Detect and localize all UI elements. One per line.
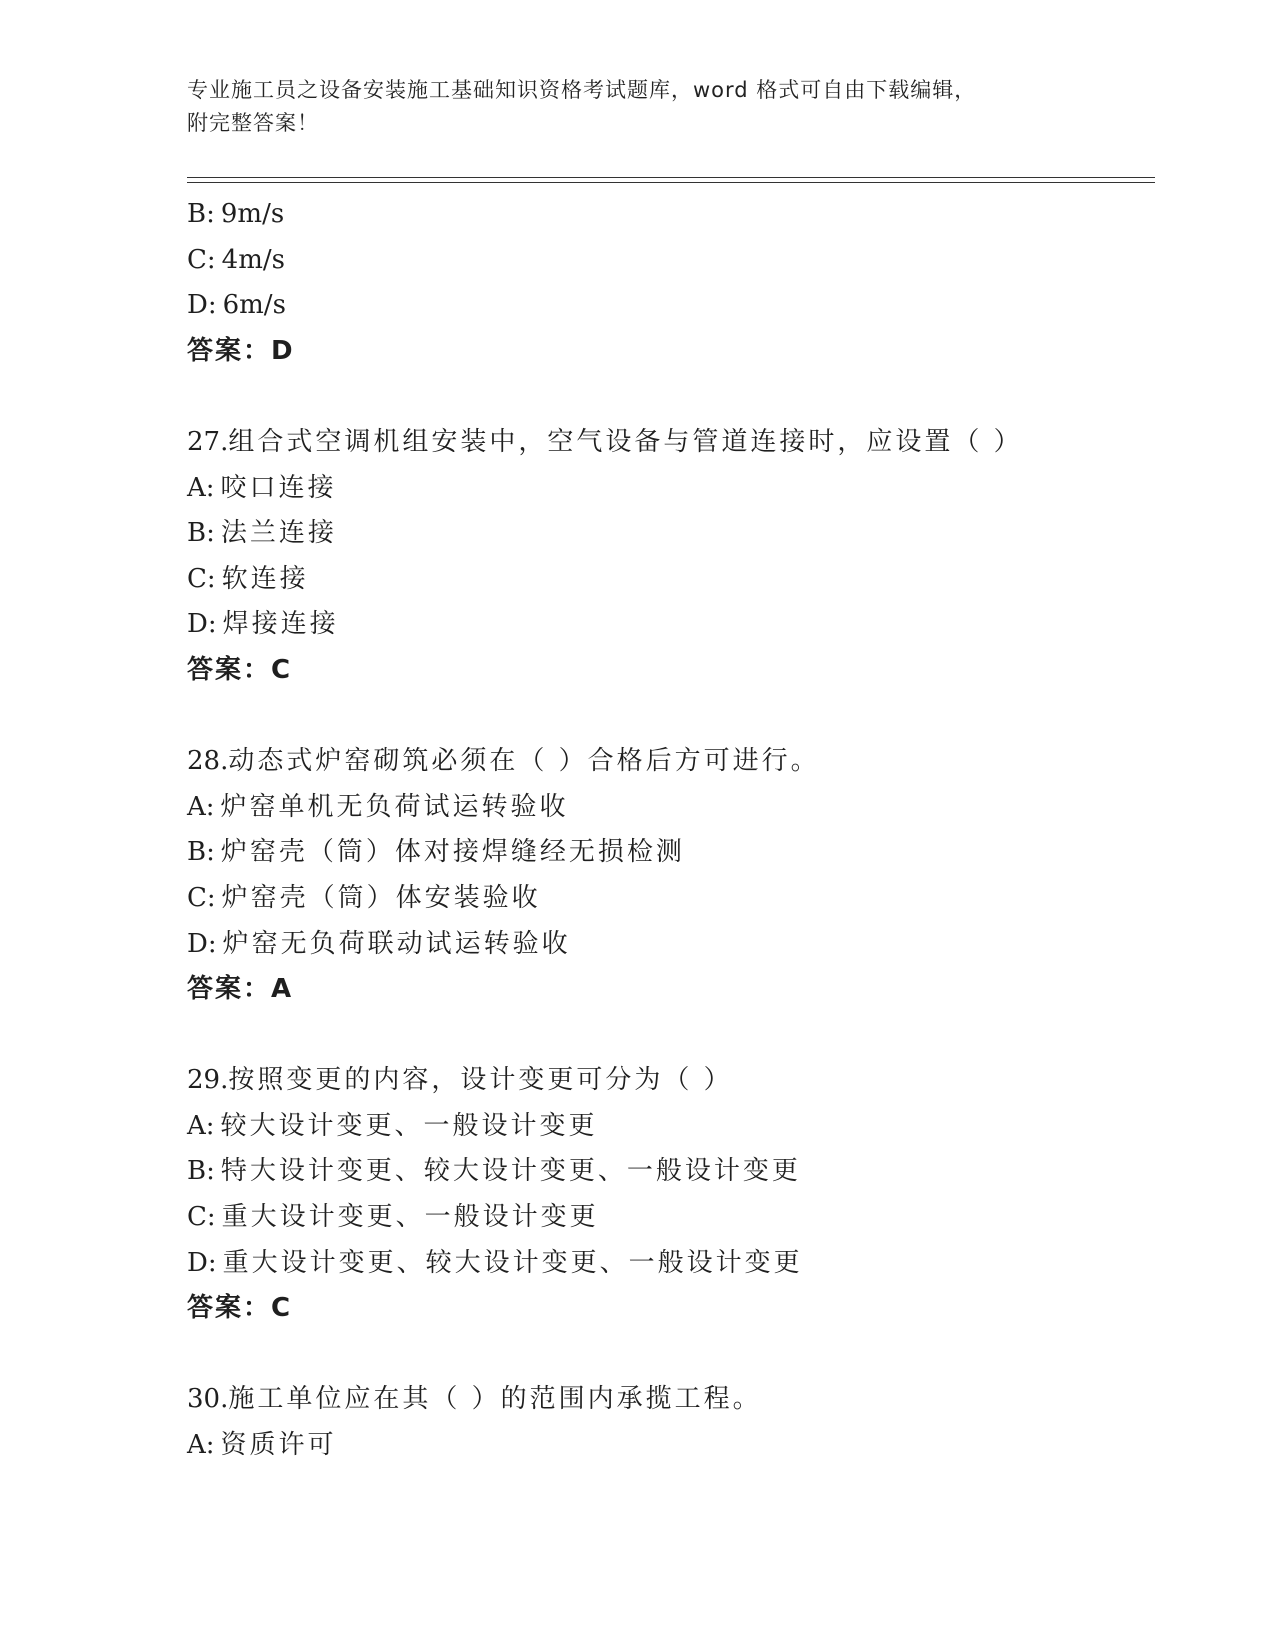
option-text: 重大设计变更、较大设计变更、一般设计变更 xyxy=(222,1247,803,1278)
document-header xyxy=(187,74,1067,140)
option-b xyxy=(187,830,1155,876)
question-text: 按照变更的内容，设计变更可分为（ ） xyxy=(228,1065,733,1096)
question-26 xyxy=(187,192,1155,374)
option-d xyxy=(187,1241,1155,1287)
option-text: 资质许可 xyxy=(220,1430,337,1461)
option-a xyxy=(187,785,1155,831)
option-b xyxy=(187,511,1155,557)
option-text: 6m/s xyxy=(222,290,286,321)
option-key: C: xyxy=(187,244,216,275)
spacer xyxy=(187,1332,1155,1378)
option-text: 炉窑无负荷联动试运转验收 xyxy=(222,928,571,959)
answer-line: 答案：C xyxy=(187,1293,293,1324)
option-key: D: xyxy=(187,609,217,640)
answer-line: 答案：A xyxy=(187,974,294,1005)
option-key: D: xyxy=(187,290,217,321)
option-key: D: xyxy=(187,928,217,959)
question-30 xyxy=(187,1377,1155,1468)
option-key: B: xyxy=(187,518,215,549)
question-stem xyxy=(187,420,1155,466)
answer-line: 答案：D xyxy=(187,335,295,366)
question-27 xyxy=(187,420,1155,694)
option-key: B: xyxy=(187,199,215,229)
question-stem xyxy=(187,1058,1155,1104)
question-stem xyxy=(187,739,1155,785)
option-key: C: xyxy=(187,563,216,594)
question-text: 施工单位应在其（ ）的范围内承揽工程。 xyxy=(228,1384,762,1415)
option-text: 炉窑壳（筒）体对接焊缝经无损检测 xyxy=(220,837,685,868)
option-key: A: xyxy=(187,1110,215,1141)
question-text: 动态式炉窑砌筑必须在（ ）合格后方可进行。 xyxy=(228,746,820,777)
question-number: 27. xyxy=(187,426,229,457)
question-number: 28. xyxy=(187,746,229,777)
option-key: C: xyxy=(187,1202,216,1233)
option-key: A: xyxy=(187,1430,215,1461)
option-d xyxy=(187,922,1155,968)
option-key: C: xyxy=(187,882,216,913)
option-text: 特大设计变更、较大设计变更、一般设计变更 xyxy=(220,1156,801,1187)
option-text: 软连接 xyxy=(221,563,309,594)
option-b xyxy=(187,1149,1155,1195)
header-line-2: 附完整答案！ xyxy=(187,111,319,135)
option-a xyxy=(187,466,1155,512)
option-text: 炉窑单机无负荷试运转验收 xyxy=(220,791,569,822)
option-a xyxy=(187,1104,1155,1150)
header-divider-bottom xyxy=(187,182,1155,183)
question-text: 组合式空调机组安装中，空气设备与管道连接时，应设置（ ） xyxy=(228,426,1023,457)
option-text: 重大设计变更、一般设计变更 xyxy=(221,1202,599,1233)
option-key: B: xyxy=(187,1156,215,1187)
option-c xyxy=(187,557,1155,603)
question-28 xyxy=(187,739,1155,1013)
spacer xyxy=(187,694,1155,740)
spacer xyxy=(187,1013,1155,1059)
question-stem xyxy=(187,1377,1155,1423)
option-key: A: xyxy=(187,791,215,822)
option-text: 9m/s xyxy=(220,199,285,229)
option-text: 4m/s xyxy=(221,244,285,275)
option-text: 咬口连接 xyxy=(220,472,337,503)
option-key: D: xyxy=(187,1247,217,1278)
option-text: 炉窑壳（筒）体安装验收 xyxy=(221,882,541,913)
spacer xyxy=(187,374,1155,420)
option-c xyxy=(187,238,1155,284)
question-number: 30. xyxy=(187,1384,229,1415)
option-d xyxy=(187,283,1155,329)
header-divider-top xyxy=(187,177,1155,178)
option-b xyxy=(187,192,1155,238)
header-line-1: 专业施工员之设备安装施工基础知识资格考试题库，word 格式可自由下载编辑， xyxy=(187,78,977,102)
question-list xyxy=(187,192,1155,1469)
option-c xyxy=(187,876,1155,922)
option-c xyxy=(187,1195,1155,1241)
option-a xyxy=(187,1423,1155,1469)
option-text: 较大设计变更、一般设计变更 xyxy=(220,1110,598,1141)
option-key: B: xyxy=(187,837,215,868)
question-number: 29. xyxy=(187,1065,229,1096)
option-d xyxy=(187,602,1155,648)
option-text: 焊接连接 xyxy=(222,609,339,640)
answer-line: 答案：C xyxy=(187,654,293,685)
question-29 xyxy=(187,1058,1155,1332)
option-text: 法兰连接 xyxy=(220,518,337,549)
option-key: A: xyxy=(187,472,215,503)
